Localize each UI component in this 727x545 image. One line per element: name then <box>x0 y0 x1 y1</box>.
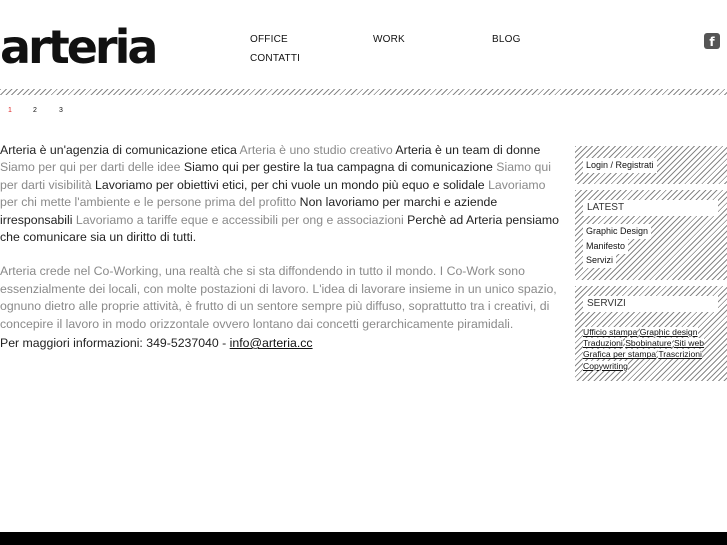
latest-item-servizi[interactable]: Servizi <box>583 253 616 268</box>
intro-sentence: Arteria è un'agenzia di comunicazione etica <box>0 143 237 157</box>
pager-2[interactable]: 2 <box>33 107 37 114</box>
header-divider <box>0 89 727 95</box>
latest-item-manifesto[interactable]: Manifesto <box>583 239 628 254</box>
intro-sentence: Lavoriamo per chi mette l'ambiente e le persone prima del profitto <box>0 177 546 210</box>
intro-sentence: Arteria è un team di donne <box>392 143 541 157</box>
latest-box <box>575 190 727 280</box>
servizi-link[interactable]: Graphic design <box>639 327 698 337</box>
contact-info <box>0 335 566 352</box>
intro-sentence: Siamo qui per gestire la tua campagna di comunicazione <box>180 160 493 175</box>
intro-sentence: Lavoriamo per obiettivi etici, per chi vuole un mondo più equo e solidale <box>91 177 485 192</box>
pager-3[interactable]: 3 <box>59 107 63 114</box>
servizi-link[interactable]: Trascrizioni <box>658 349 702 360</box>
info-text: Per maggiori informazioni: 349-5237040 - <box>0 336 230 351</box>
intro-sentence: Arteria è uno studio creativo <box>236 143 393 157</box>
servizi-link[interactable]: Traduzioni <box>583 338 623 349</box>
nav-contatti[interactable]: CONTATTI <box>250 53 301 64</box>
intro-paragraph <box>0 142 566 246</box>
servizi-box <box>575 286 727 381</box>
intro-sentence: Lavoriamo a tariffe eque e accessibili per ong e associazioni <box>72 212 404 227</box>
intro-sentence: Siamo qui per darti visibilità <box>0 160 551 192</box>
servizi-link[interactable]: Ufficio stampa <box>583 327 638 337</box>
facebook-icon[interactable]: f <box>704 33 720 49</box>
login-link[interactable]: Login / Registrati <box>583 158 657 173</box>
main-content <box>0 142 566 352</box>
latest-heading: LATEST <box>583 200 718 216</box>
nav-blog[interactable]: BLOG <box>492 34 521 45</box>
intro-sentence: Siamo per qui per darti delle idee <box>0 160 181 175</box>
servizi-heading: SERVIZI <box>583 296 718 312</box>
servizi-link[interactable]: Sbobinature <box>625 338 672 349</box>
nav-office[interactable]: OFFICE <box>250 34 288 45</box>
footer-bar <box>0 532 727 545</box>
site-logo[interactable]: arteria <box>0 20 156 74</box>
intro-sentence: Perchè ad Arteria pensiamo che comunicare sia un diritto di tutti. <box>0 212 559 245</box>
cowork-paragraph: Arteria crede nel Co-Working, una realtà che si sta diffondendo in tutto il mondo. I Co-Work sono essenzialmente dei locali, con molte postazioni di lavoro. L'idea di lavorare insieme in un unico spazio, ognuno dietro alle proprie attività, è frutto di un sentore sempre più diffuso, soprattutto tra i creativi, di concepire il lavoro in modo orizzontale ovvero lontano dai concetti gerarchicamente piramidali. <box>0 264 557 331</box>
login-box <box>575 146 727 184</box>
servizi-link[interactable]: Siti web <box>673 338 705 349</box>
servizi-links <box>583 327 720 372</box>
latest-item-graphic-design[interactable]: Graphic Design <box>583 224 651 239</box>
nav-work[interactable]: WORK <box>373 34 405 45</box>
intro-sentence: Non lavoriamo per marchi e aziende irresponsabili <box>0 195 498 227</box>
pager-1[interactable]: 1 <box>8 107 12 114</box>
servizi-link[interactable]: Grafica per stampa <box>583 349 657 360</box>
email-link[interactable]: info@arteria.cc <box>229 336 313 351</box>
servizi-link[interactable]: Copywriting <box>583 360 628 371</box>
